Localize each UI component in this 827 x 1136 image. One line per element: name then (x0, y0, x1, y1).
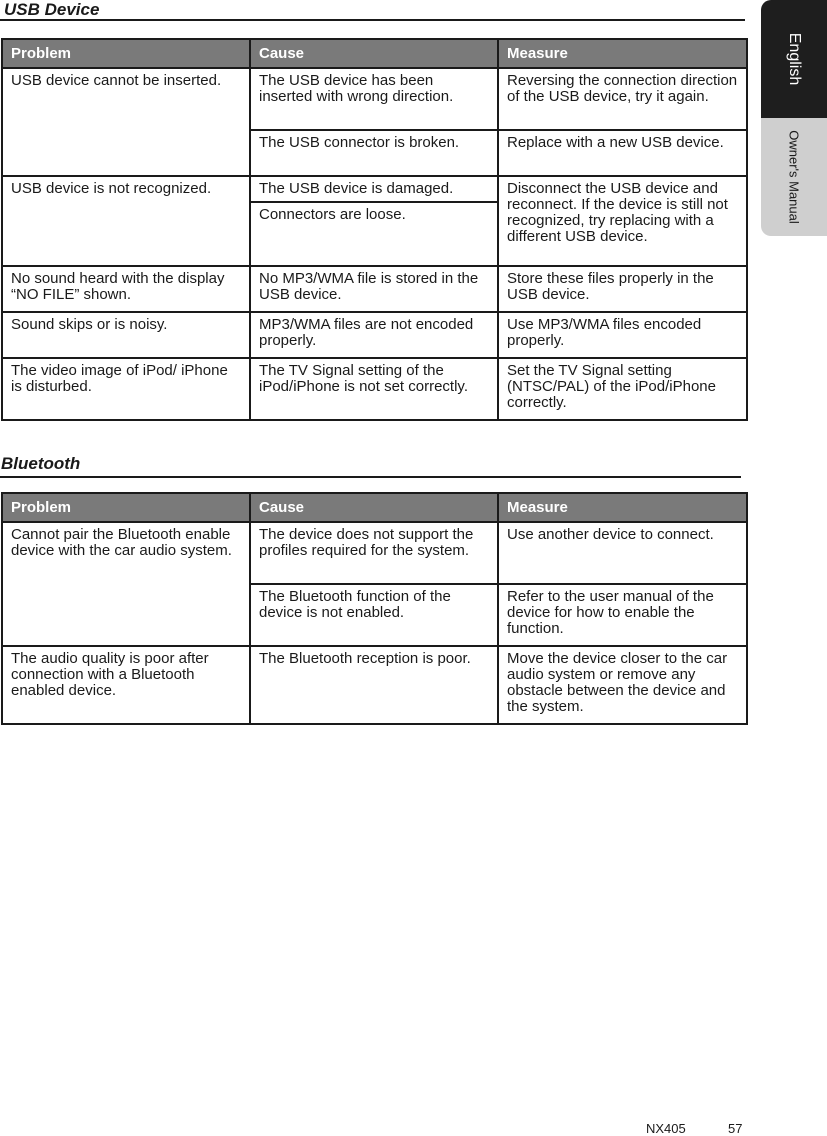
measure-cell: Use MP3/WMA files encoded properly. (498, 312, 747, 358)
header-problem: Problem (2, 39, 250, 68)
usb-section-title: USB Device (4, 0, 100, 19)
problem-cell: The video image of iPod/ iPhone is disturbed. (2, 358, 250, 420)
measure-cell: Refer to the user manual of the device for how to enable the function. (498, 584, 747, 646)
bluetooth-troubleshooting-table (1, 492, 748, 725)
measure-cell: Reversing the connection direction of the USB device, try it again. (498, 68, 747, 130)
measure-cell: Move the device closer to the car audio system or remove any obstacle between the device and the system. (498, 646, 747, 724)
table-header-row (2, 39, 747, 68)
measure-cell: Disconnect the USB device and reconnect. If the device is still not recognized, try replacing with a different USB device. (498, 176, 747, 266)
cause-cell: The Bluetooth reception is poor. (250, 646, 498, 724)
problem-cell: The audio quality is poor after connection with a Bluetooth enabled device. (2, 646, 250, 724)
model-number: NX405 (646, 1121, 686, 1136)
header-problem: Problem (2, 493, 250, 522)
table-row (2, 358, 747, 420)
cause-cell: Connectors are loose. (250, 202, 498, 266)
measure-cell: Set the TV Signal setting (NTSC/PAL) of the iPod/iPhone correctly. (498, 358, 747, 420)
problem-cell: Sound skips or is noisy. (2, 312, 250, 358)
table-row (2, 312, 747, 358)
header-cause: Cause (250, 493, 498, 522)
problem-cell: Cannot pair the Bluetooth enable device with the car audio system. (2, 522, 250, 646)
cause-cell: MP3/WMA files are not encoded properly. (250, 312, 498, 358)
cause-cell: The USB connector is broken. (250, 130, 498, 176)
table-row (2, 646, 747, 724)
table-row (2, 176, 747, 202)
header-cause: Cause (250, 39, 498, 68)
measure-cell: Replace with a new USB device. (498, 130, 747, 176)
cause-cell: The Bluetooth function of the device is not enabled. (250, 584, 498, 646)
problem-cell: No sound heard with the display “NO FILE” shown. (2, 266, 250, 312)
cause-cell: The USB device is damaged. (250, 176, 498, 202)
manual-label: Owner's Manual (786, 130, 802, 224)
cause-cell: No MP3/WMA file is stored in the USB device. (250, 266, 498, 312)
language-tab (761, 0, 827, 118)
cause-cell: The device does not support the profiles required for the system. (250, 522, 498, 584)
measure-cell: Store these files properly in the USB device. (498, 266, 747, 312)
problem-cell: USB device cannot be inserted. (2, 68, 250, 176)
table-row (2, 68, 747, 130)
language-label: English (786, 32, 803, 86)
cause-cell: The USB device has been inserted with wrong direction. (250, 68, 498, 130)
measure-cell: Use another device to connect. (498, 522, 747, 584)
usb-troubleshooting-table (1, 38, 748, 421)
bluetooth-section-title: Bluetooth (1, 454, 81, 473)
table-header-row (2, 493, 747, 522)
page-number: 57 (728, 1121, 743, 1136)
header-measure: Measure (498, 39, 747, 68)
table-row (2, 522, 747, 584)
header-measure: Measure (498, 493, 747, 522)
bluetooth-section-rule (0, 476, 741, 478)
cause-cell: The TV Signal setting of the iPod/iPhone is not set correctly. (250, 358, 498, 420)
table-row (2, 266, 747, 312)
problem-cell: USB device is not recognized. (2, 176, 250, 266)
manual-tab (761, 118, 827, 236)
usb-section-rule (0, 19, 745, 21)
